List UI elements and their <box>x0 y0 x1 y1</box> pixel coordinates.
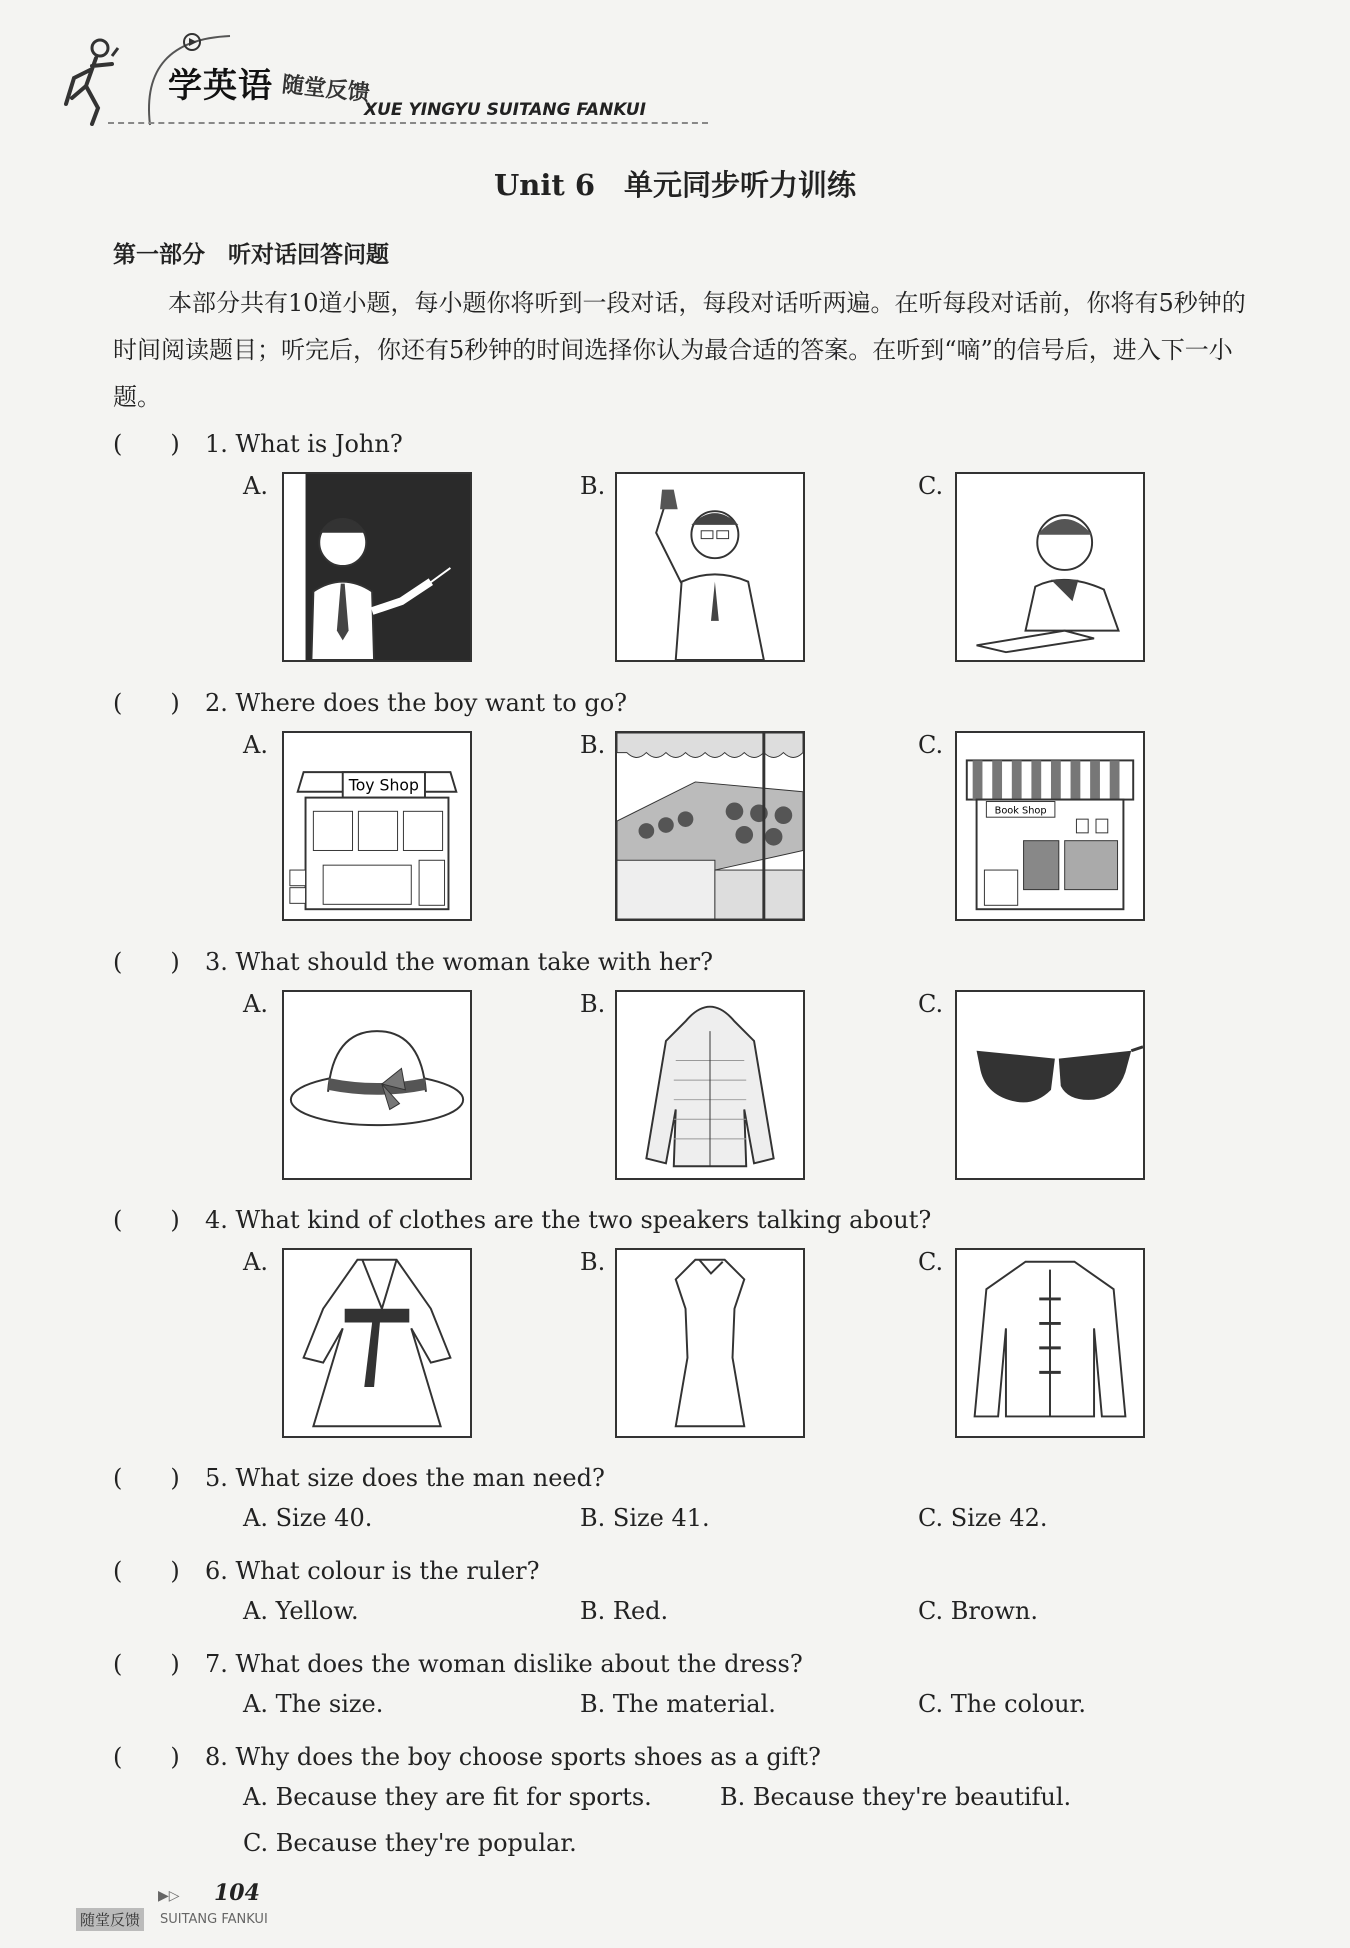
unit-title: Unit 6 单元同步听力训练 <box>493 168 857 202</box>
teacher-picture[interactable] <box>282 472 472 662</box>
toy-shop-sign: Toy Shop <box>348 775 419 795</box>
option-b-label: B. <box>580 731 606 759</box>
header-banner <box>50 30 670 130</box>
hanfu-picture[interactable] <box>282 1248 472 1438</box>
answer-blank[interactable]: ( ) <box>113 1650 180 1678</box>
qipao-picture[interactable] <box>615 1248 805 1438</box>
option-a-label: A. <box>243 1248 268 1276</box>
header-subtitle: 随堂反馈 <box>280 72 371 107</box>
option-c-label: C. <box>918 731 944 759</box>
option-a[interactable]: A. Size 40. <box>243 1504 373 1532</box>
book-shop-sign: Book Shop <box>994 805 1047 817</box>
answer-blank[interactable]: ( ) <box>113 1557 180 1585</box>
section-title: 第一部分 听对话回答问题 <box>113 242 389 268</box>
student-picture[interactable] <box>955 472 1145 662</box>
option-b-label: B. <box>580 472 606 500</box>
question-7 <box>113 1644 803 1679</box>
question-text: 1. What is John? <box>205 430 403 458</box>
question-text: 2. Where does the boy want to go? <box>205 689 628 717</box>
answer-blank[interactable]: ( ) <box>113 1206 180 1234</box>
coat-picture[interactable] <box>615 990 805 1180</box>
market-picture[interactable] <box>615 731 805 921</box>
question-2 <box>113 683 627 718</box>
question-text: 5. What size does the man need? <box>205 1464 605 1492</box>
question-1 <box>113 424 403 459</box>
header-pinyin: XUE YINGYU SUITANG FANKUI <box>364 100 647 120</box>
answer-blank[interactable]: ( ) <box>113 1743 180 1771</box>
option-c[interactable]: C. The colour. <box>918 1690 1086 1718</box>
option-a[interactable]: A. Because they are fit for sports. <box>243 1783 652 1811</box>
option-c-label: C. <box>918 990 944 1018</box>
question-text: 3. What should the woman take with her? <box>205 948 713 976</box>
option-c-label: C. <box>918 1248 944 1276</box>
question-3 <box>113 942 713 977</box>
option-b[interactable]: B. Size 41. <box>580 1504 710 1532</box>
arrow-icon: ▶▷ <box>158 1888 180 1904</box>
footer-pinyin: SUITANG FANKUI <box>160 1912 268 1927</box>
option-b[interactable]: B. Because they're beautiful. <box>720 1783 1072 1811</box>
section-instructions: 本部分共有10道小题，每小题你将听到一段对话，每段对话听两遍。在听每段对话前，你将有5秒钟的时间阅读题目；听完后，你还有5秒钟的时间选择你认为最合适的答案。在听到“嘀”的信号后，进入下一小题。 <box>113 289 1246 411</box>
option-b[interactable]: B. The material. <box>580 1690 776 1718</box>
option-b[interactable]: B. Red. <box>580 1597 669 1625</box>
toy-shop-picture[interactable] <box>282 731 472 921</box>
question-text: 6. What colour is the ruler? <box>205 1557 540 1585</box>
option-b-label: B. <box>580 1248 606 1276</box>
option-c[interactable]: C. Size 42. <box>918 1504 1048 1532</box>
question-text: 7. What does the woman dislike about the dress? <box>205 1650 803 1678</box>
question-text: 4. What kind of clothes are the two speakers talking about? <box>205 1206 932 1234</box>
answer-blank[interactable]: ( ) <box>113 430 180 458</box>
answer-blank[interactable]: ( ) <box>113 1464 180 1492</box>
question-4 <box>113 1200 931 1235</box>
question-5 <box>113 1458 605 1493</box>
answer-blank[interactable]: ( ) <box>113 948 180 976</box>
option-b-label: B. <box>580 990 606 1018</box>
answer-blank[interactable]: ( ) <box>113 689 180 717</box>
hat-picture[interactable] <box>282 990 472 1180</box>
page-number: 104 <box>214 1880 260 1906</box>
sunglasses-picture[interactable] <box>955 990 1145 1180</box>
option-c-label: C. <box>918 472 944 500</box>
header-divider <box>108 122 708 124</box>
option-a-label: A. <box>243 990 268 1018</box>
option-a-label: A. <box>243 731 268 759</box>
option-c[interactable]: C. Because they're popular. <box>243 1829 577 1857</box>
scientist-picture[interactable] <box>615 472 805 662</box>
option-c[interactable]: C. Brown. <box>918 1597 1038 1625</box>
option-a-label: A. <box>243 472 268 500</box>
tang-suit-picture[interactable] <box>955 1248 1145 1438</box>
header-title: 学英语 <box>168 66 273 106</box>
question-text: 8. Why does the boy choose sports shoes as a gift? <box>205 1743 821 1771</box>
question-6 <box>113 1551 540 1586</box>
option-a[interactable]: A. The size. <box>243 1690 384 1718</box>
option-a[interactable]: A. Yellow. <box>243 1597 359 1625</box>
footer-tag: 随堂反馈 <box>76 1908 144 1931</box>
question-8 <box>113 1737 821 1772</box>
book-shop-picture[interactable] <box>955 731 1145 921</box>
